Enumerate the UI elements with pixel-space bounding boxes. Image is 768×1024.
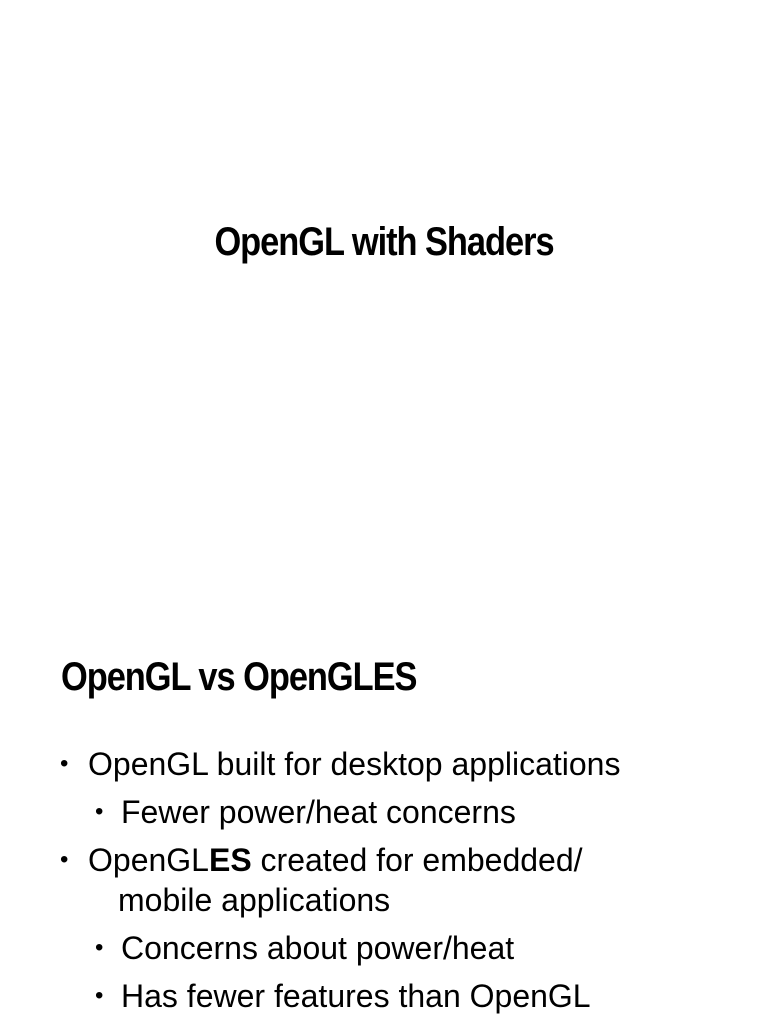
sub-bullet-item bbox=[0, 976, 768, 1016]
bullet-dot: • bbox=[95, 982, 104, 1009]
bullet-dot: • bbox=[95, 934, 104, 961]
bullet-dot: • bbox=[95, 798, 104, 825]
bullet-text: OpenGL built for desktop applications bbox=[88, 746, 621, 782]
sub-bullet-item bbox=[0, 928, 768, 968]
bullet-item bbox=[0, 840, 768, 880]
slide-title: OpenGL with Shaders bbox=[214, 220, 554, 264]
sub-bullet-text: Concerns about power/heat bbox=[121, 930, 515, 966]
bullet-continuation: mobile applications bbox=[118, 882, 391, 918]
bullet-text-prefix: OpenGL bbox=[88, 842, 209, 878]
bullet-text-suffix: created for embedded/ bbox=[251, 842, 583, 878]
bullet-text-emphasis: ES bbox=[208, 842, 252, 878]
sub-bullet-item bbox=[0, 792, 768, 832]
sub-bullet-text: Fewer power/heat concerns bbox=[121, 794, 516, 830]
sub-bullet-text: Has fewer features than OpenGL bbox=[121, 978, 591, 1014]
bullet-list bbox=[0, 744, 768, 1016]
section-heading: OpenGL vs OpenGLES bbox=[61, 655, 417, 699]
bullet-dot: • bbox=[60, 846, 69, 873]
bullet-dot: • bbox=[60, 750, 69, 777]
bullet-item bbox=[0, 744, 768, 784]
